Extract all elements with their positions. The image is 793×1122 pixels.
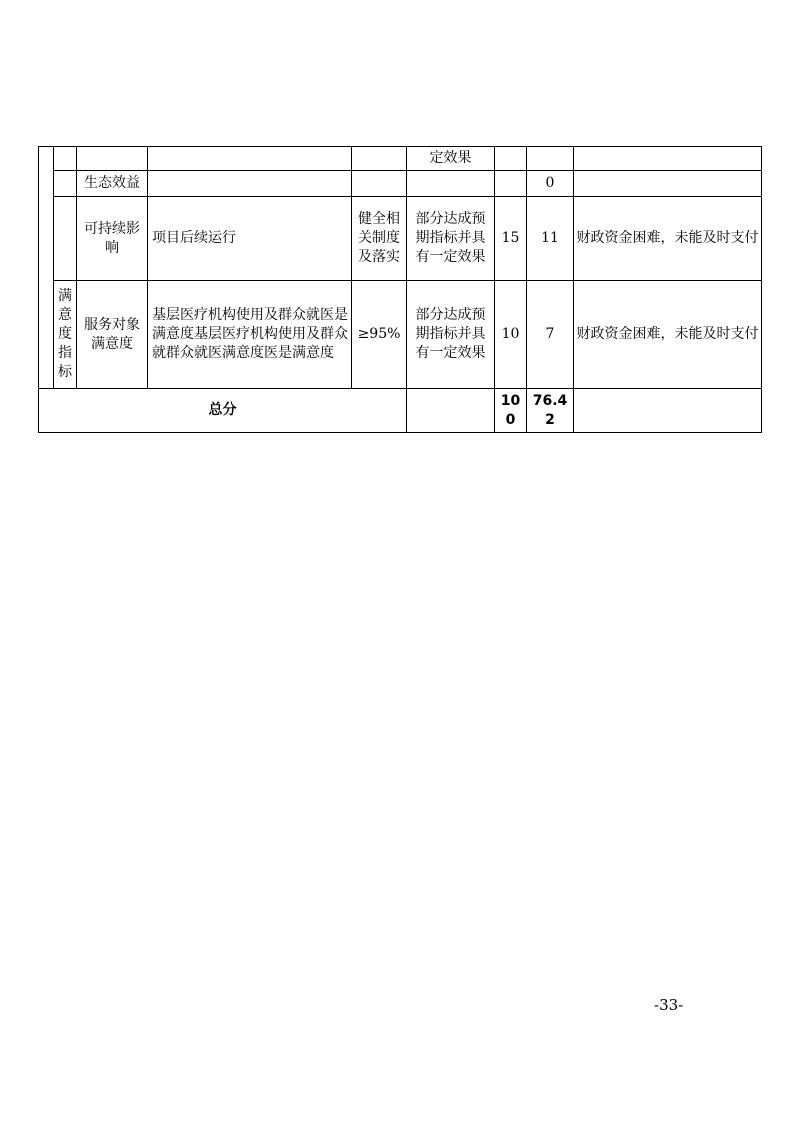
table-row <box>39 197 762 281</box>
level2-cell: 生态效益 <box>77 171 148 197</box>
actual-cell <box>407 171 495 197</box>
total-score: 76.42 <box>527 389 574 433</box>
level2-cell <box>77 147 148 171</box>
level2-cell: 可持续影响 <box>77 197 148 281</box>
table-row <box>39 171 762 197</box>
actual-cell: 部分达成预期指标并具有一定效果 <box>407 197 495 281</box>
performance-table <box>38 146 762 433</box>
indicator-cell: 项目后续运行 <box>148 197 352 281</box>
level2-cell: 服务对象满意度 <box>77 281 148 389</box>
remark-cell: 财政资金困难，未能及时支付 <box>574 197 762 281</box>
table-row <box>39 147 762 171</box>
indicator-cell <box>148 171 352 197</box>
score-cell <box>527 147 574 171</box>
total-remark-cell <box>574 389 762 433</box>
category-column-cell <box>39 147 54 389</box>
total-blank-cell <box>407 389 495 433</box>
weight-cell <box>495 147 527 171</box>
level1-cell <box>54 171 77 197</box>
total-full-score: 100 <box>495 389 527 433</box>
target-cell: ≥95% <box>352 281 407 389</box>
remark-cell <box>574 171 762 197</box>
total-label: 总分 <box>39 389 407 433</box>
weight-cell: 15 <box>495 197 527 281</box>
target-cell <box>352 147 407 171</box>
score-cell: 0 <box>527 171 574 197</box>
remark-cell: 财政资金困难，未能及时支付 <box>574 281 762 389</box>
actual-cell: 定效果 <box>407 147 495 171</box>
level1-cell <box>54 147 77 171</box>
satisfaction-category-cell: 满意度指标 <box>54 281 77 389</box>
page-number: -33- <box>654 996 684 1014</box>
indicator-cell: 基层医疗机构使用及群众就医是满意度基层医疗机构使用及群众就群众就医满意度医是满意度 <box>148 281 352 389</box>
target-cell <box>352 171 407 197</box>
score-cell: 7 <box>527 281 574 389</box>
indicator-cell <box>148 147 352 171</box>
total-row <box>39 389 762 433</box>
score-cell: 11 <box>527 197 574 281</box>
table-row <box>39 281 762 389</box>
weight-cell: 10 <box>495 281 527 389</box>
remark-cell <box>574 147 762 171</box>
weight-cell <box>495 171 527 197</box>
actual-cell: 部分达成预期指标并具有一定效果 <box>407 281 495 389</box>
target-cell: 健全相关制度及落实 <box>352 197 407 281</box>
level1-cell <box>54 197 77 281</box>
